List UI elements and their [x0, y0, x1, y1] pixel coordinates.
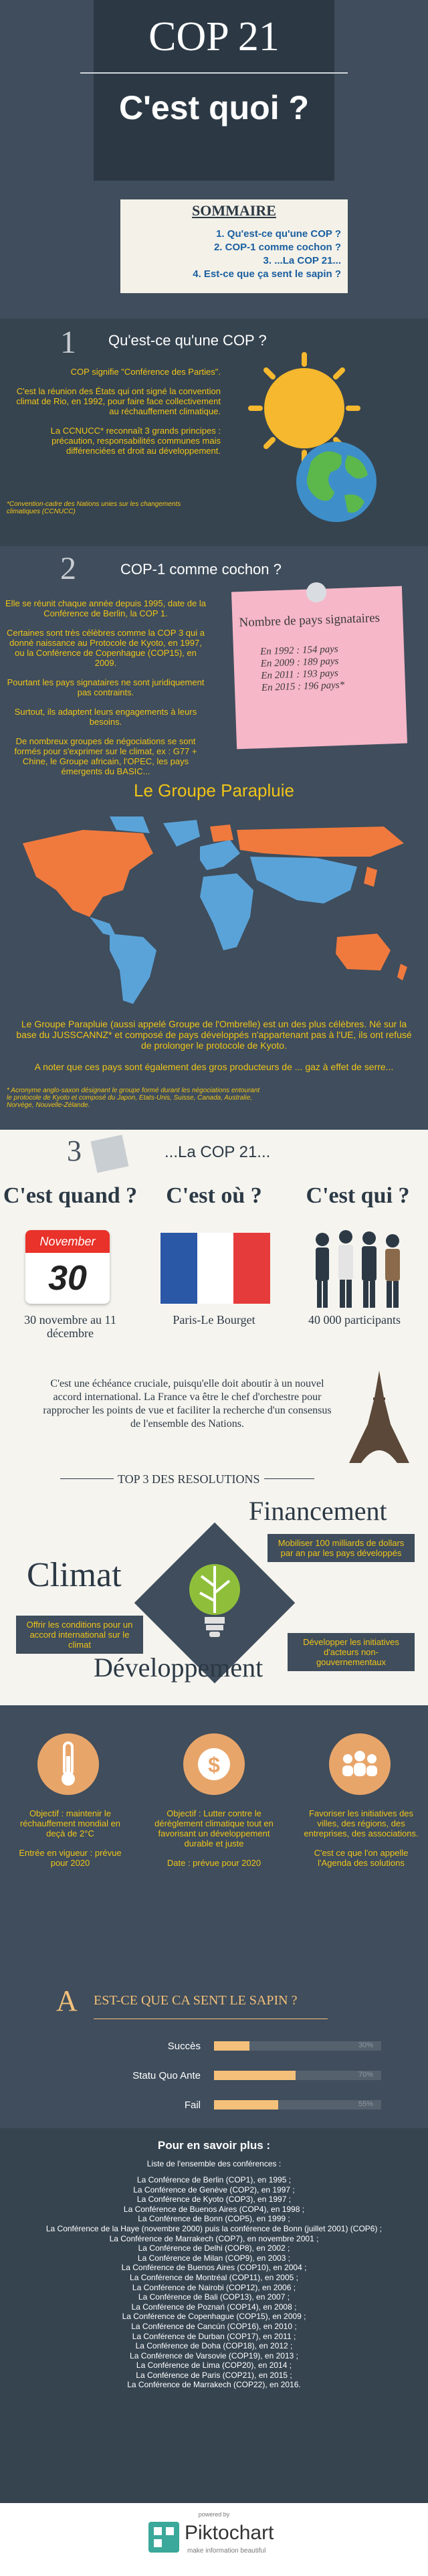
developpement-label: Développement: [94, 1652, 263, 1683]
sticky-lines: [260, 643, 345, 694]
section1-p1: COP signifie "Conférence des Parties".: [70, 367, 221, 377]
bar-chart: [0, 2032, 428, 2119]
section3-paragraph: C'est une échéance cruciale, puisqu'elle doit aboutir à un nouvel accord international. La France va être le chef d'orchestre pour rapprocher les points de vue et faciliter la recherche d'un consensus de l'ensemble des Nations.: [43, 1378, 332, 1430]
conference-item: La Conférence de Durban (COP17), en 2011 ;: [132, 2331, 296, 2341]
conference-list: [27, 2175, 401, 2390]
summary-item-4[interactable]: 4. Est-ce que ça sent le sapin ?: [193, 268, 341, 280]
col2-sub: Date : prévue pour 2020: [167, 1858, 261, 1868]
col3-sub: C'est ce que l'on appelle l'Agenda des solutions: [314, 1848, 409, 1868]
sticky-line: En 1992 : 154 pays: [259, 644, 338, 658]
sticky-note: [231, 586, 407, 750]
bar-percent: 55%: [358, 2100, 374, 2108]
resolutions-title: TOP 3 DES RESOLUTIONS: [114, 1472, 264, 1486]
conference-item: La Conférence de Cancún (COP16), en 2010 ;: [131, 2321, 297, 2331]
section2-p3: Pourtant les pays signataires ne sont juridiquement pas contraints.: [7, 677, 205, 697]
section1-title: Qu'est-ce qu'une COP ?: [108, 332, 267, 349]
calendar-month: November: [25, 1230, 110, 1253]
climat-label: Climat: [27, 1556, 122, 1594]
col1-main: Objectif : maintenir le réchauffement mondial en deçà de 2°C: [19, 1808, 121, 1838]
col2-main: Objectif : Lutter contre le dérèglement climatique tout en favorisant un développement durable et juste: [154, 1808, 274, 1849]
bar-fill: [214, 2100, 278, 2110]
more-subtitle: Liste de l'ensemble des conférences :: [146, 2159, 282, 2168]
sticky-line: En 2015 : 196 pays*: [261, 679, 345, 694]
section3-badge: [91, 1135, 129, 1173]
financement-text: Mobiliser 100 milliards de dollars par an par les pays développés: [268, 1534, 415, 1562]
calendar-day: 30: [48, 1259, 87, 1298]
conference-item: La Conférence de Marrakech (COP22), en 2016.: [127, 2380, 301, 2390]
conference-item: La Conférence de Varsovie (COP19), en 2013 ;: [130, 2350, 298, 2360]
summary-title: SOMMAIRE: [192, 202, 276, 219]
conference-item: La Conférence de Marrakech (COP7), en novembre 2001 ;: [109, 2233, 319, 2243]
sticky-title: Nombre de pays signataires: [239, 610, 381, 630]
group-people-icon: [328, 1732, 392, 1796]
conference-item: La Conférence de Kyoto (COP3), en 1997 ;: [136, 2195, 292, 2205]
who-text: 40 000 participants: [308, 1313, 401, 1326]
footer-powered: powered by: [198, 2511, 230, 2518]
piktochart-logo-icon: [148, 2522, 179, 2553]
section4-letter: A: [56, 1984, 78, 2017]
lightbulb-tree-icon: [181, 1559, 248, 1646]
conference-item: La Conférence de Buenos Aires (COP4), en 1998 ;: [123, 2204, 305, 2214]
where-text: Paris-Le Bourget: [173, 1313, 255, 1326]
section1-p3: La CCNUCC* reconnaît 3 grands principes : précaution, responsabilités communes mais différenciées et droit au développement.: [50, 426, 221, 456]
col1-text: [13, 1808, 127, 1868]
footer-tagline: make information beautiful: [187, 2547, 266, 2555]
bar-percent: 30%: [358, 2041, 374, 2049]
conference-item: La Conférence de Lima (COP20), en 2014 ;: [136, 2360, 292, 2371]
umbrella-p1: Le Groupe Parapluie (aussi appelé Groupe de l'Ombrelle) est un des plus célèbres. Né sur la base du JUSSCANNZ* et composé de pays développés n'appartenant pas à l'UE, ils ont refusé de prolonger le protocole de Kyoto.: [16, 1019, 412, 1051]
dollar-icon: [182, 1732, 246, 1796]
sun-globe-illustration: [224, 348, 385, 529]
col1-sub: Entrée en vigueur : prévue pour 2020: [19, 1848, 122, 1868]
section2-p4: Surtout, ils adaptent leurs engagements à leurs besoins.: [14, 707, 197, 727]
conference-item: La Conférence de Delhi (COP8), en 2002 ;: [138, 2243, 290, 2253]
section1-text: [7, 367, 221, 456]
sticky-line: En 2011 : 193 pays: [261, 668, 339, 682]
section2-p1: Elle se réunit chaque année depuis 1995, date de la Conférence de Berlin, la COP 1.: [5, 598, 206, 618]
section4-title: EST-CE QUE CA SENT LE SAPIN ?: [94, 1993, 298, 2008]
who-title: C'est qui ?: [306, 1183, 410, 1208]
col3-main: Favoriser les initiatives des villes, des régions, des entreprises, des associations.: [304, 1808, 419, 1838]
where-title: C'est où ?: [166, 1183, 262, 1208]
when-title: C'est quand ?: [3, 1183, 138, 1208]
summary-item-2[interactable]: 2. COP-1 comme cochon ?: [213, 242, 341, 253]
conference-item: La Conférence de Poznań (COP14), en 2008 ;: [131, 2302, 297, 2312]
sticky-line: En 2009 : 189 pays: [260, 655, 339, 670]
summary-list: [127, 228, 341, 281]
header-line: [80, 72, 348, 74]
bar-fill: [214, 2071, 296, 2080]
conference-item: La Conférence de Doha (COP18), en 2012 ;: [135, 2341, 293, 2351]
section2-number: 2: [60, 551, 76, 586]
conference-item: La Conférence de Bonn (COP5), en 1999 ;: [138, 2214, 290, 2224]
section2-title: COP-1 comme cochon ?: [120, 561, 282, 578]
section1-number: 1: [60, 325, 76, 360]
eiffel-tower-icon: [342, 1371, 416, 1464]
calendar-icon: [25, 1230, 110, 1304]
conference-item: La Conférence de Berlin (COP1), en 1995 ;: [136, 2175, 292, 2184]
financement-label: Financement: [249, 1496, 387, 1526]
conference-item: La Conférence de la Haye (novembre 2000) puis la conférence de Bonn (juillet 2001) (COP6) ;: [45, 2223, 383, 2233]
col2-text: [154, 1808, 274, 1868]
section3-title: ...La COP 21...: [165, 1143, 271, 1161]
conference-item: La Conférence de Buenos Aires (COP10), en 2004 ;: [121, 2263, 307, 2273]
globe-icon: [296, 442, 377, 522]
french-flag-icon: [160, 1233, 270, 1304]
summary-item-3[interactable]: 3. ...La COP 21...: [263, 255, 341, 266]
svg-text:$: $: [208, 1753, 220, 1777]
footer-brand[interactable]: Piktochart: [185, 2522, 274, 2544]
more-title: Pour en savoir plus :: [157, 2139, 271, 2152]
section3-number: 3: [67, 1134, 82, 1167]
section1-p2: C'est la réunion des États qui ont signé la convention climat de Rio, en 1992, pour faire face collectivement au réchauffement climatique.: [16, 386, 221, 416]
section1-footnote: *Convention-cadre des Nations unies sur les changements climatiques (CCNUCC): [7, 501, 181, 515]
bar-label: Statu Quo Ante: [132, 2070, 201, 2081]
conference-item: La Conférence de Copenhague (COP15), en 2009 ;: [122, 2312, 306, 2322]
conference-item: La Conférence de Milan (COP9), en 2003 ;: [137, 2253, 291, 2263]
bar-percent: 70%: [358, 2071, 374, 2079]
conference-item: La Conférence de Nairobi (COP12), en 2006 ;: [132, 2282, 296, 2292]
climat-text: Offrir les conditions pour un accord international sur le climat: [16, 1616, 143, 1654]
section2-p2: Certaines sont très célèbres comme la COP 3 qui a donné naissance au Protocole de Kyoto, en 1997, ou la Conférence de Copenhague (COP15), en 2009.: [6, 628, 205, 668]
developpement-text: Développer les initiatives d'acteurs non-gouvernementaux: [288, 1633, 415, 1671]
people-icon: [309, 1225, 409, 1310]
page-title: COP 21: [148, 14, 280, 60]
umbrella-footnote: * Acronyme anglo-saxon désignant le groupe formé durant les négociations entourant le protocole de Kyoto et composé du Japon, Etats-Unis, Suisse, Canada, Australie, Norvège, Nouvelle-Zélande.: [7, 1087, 260, 1109]
thermometer-icon: [36, 1732, 100, 1796]
section2-text: [5, 598, 206, 776]
page-subtitle: C'est quoi ?: [118, 89, 310, 126]
when-text: 30 novembre au 11 décembre: [24, 1313, 116, 1340]
conference-item: La Conférence de Paris (COP21), en 2015 ;: [136, 2370, 292, 2380]
conference-item: La Conférence de Bali (COP13), en 2007 ;: [138, 2292, 290, 2302]
conference-item: La Conférence de Genève (COP2), en 1997 ;: [133, 2184, 295, 2195]
summary-item-1[interactable]: 1. Qu'est-ce qu'une COP ?: [216, 228, 341, 240]
world-map: [9, 817, 419, 1011]
section2-p5: De nombreux groupes de négociations se sont formés pour s'exprimer sur le climat, ex : G77 + Chine, le Groupe africain, l'OPEC, les pays émergents du BASIC...: [14, 736, 197, 776]
conference-item: La Conférence de Montréal (COP11), en 2005 ;: [130, 2272, 298, 2282]
bar-label: Succès: [167, 2041, 201, 2052]
sticky-pin: [306, 582, 327, 603]
col3-text: [301, 1808, 421, 1868]
bar-fill: [214, 2041, 249, 2051]
umbrella-text: [13, 1019, 415, 1072]
bar-label: Fail: [184, 2099, 201, 2111]
umbrella-title: Le Groupe Parapluie: [134, 780, 294, 800]
umbrella-p2: A noter que ces pays sont également des gros producteurs de ... gaz à effet de serre...: [34, 1061, 394, 1072]
